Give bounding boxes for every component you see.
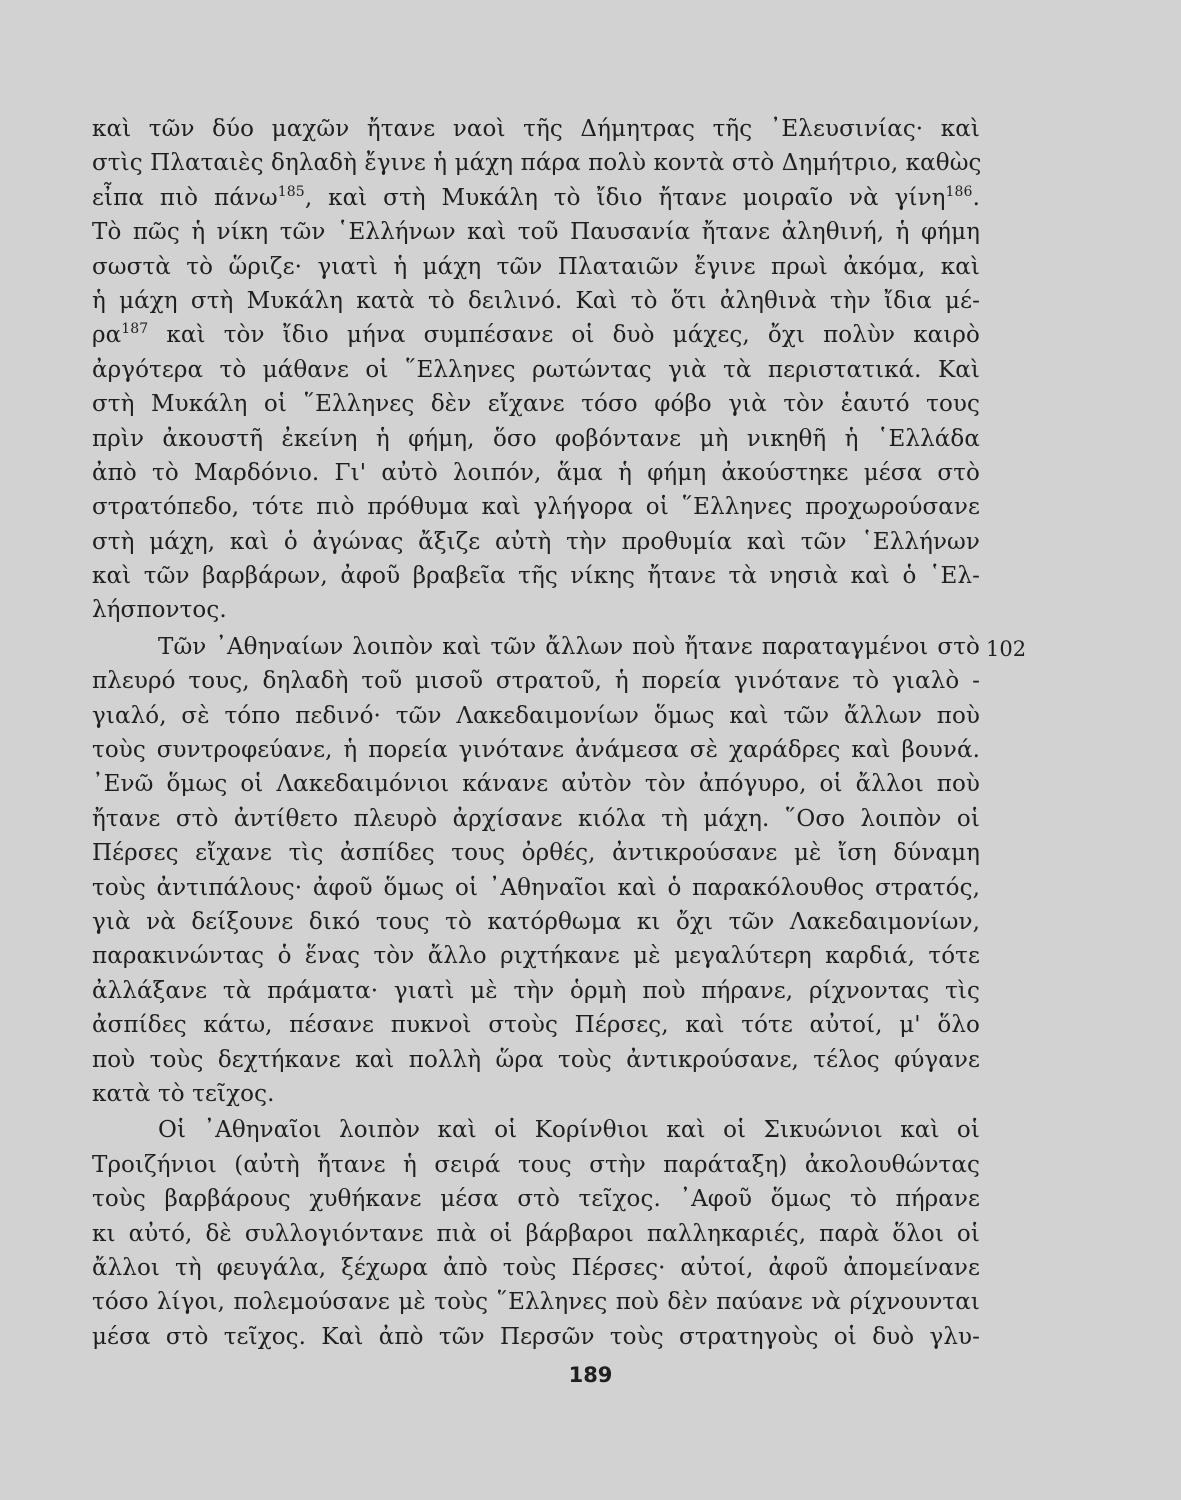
footnote-ref-187: 187 [121,321,149,338]
text-line: Τῶν ᾿Αθηναίων λοιπὸν καὶ τῶν ἄλλων ποὺ ἤτανε παραταγμένοι στὸ [158,633,980,660]
text-line: πρὶν ἀκουστῆ ἐκείνη ἡ φήμη, ὅσο φοβόντανε μὴ νικηθῆ ἡ ῾Ελλάδα [92,425,980,452]
paragraph-2 [92,630,980,1111]
text-line: ἀλλάξανε τὰ πράματα· γιατὶ μὲ τὴν ὁρμὴ ποὺ πήρανε, ρίχνοντας τὶς [92,977,980,1004]
text-line: μέσα στὸ τεῖχος. Καὶ ἀπὸ τῶν Περσῶν τοὺς στρατηγοὺς οἱ δυὸ γλυ- [92,1323,980,1350]
text-line: ἀπὸ τὸ Μαρδόνιο. Γι' αὐτὸ λοιπόν, ἅμα ἡ φήμη ἀκούστηκε μέσα στὸ [92,459,980,486]
text-line: Τὸ πῶς ἡ νίκη τῶν ῾Ελλήνων καὶ τοῦ Παυσανία ἤτανε ἀληθινή, ἡ φήμη [92,219,980,246]
text-line: γιαλό, σὲ τόπο πεδινό· τῶν Λακεδαιμονίων ὅμως καὶ τῶν ἄλλων ποὺ [92,702,980,729]
footnote-ref-185: 185 [277,183,305,200]
body-text [92,112,980,1354]
text-line: τόσο λίγοι, πολεμούσανε μὲ τοὺς ῞Ελληνες ποὺ δὲν παύανε νὰ ρίχνουνται [92,1289,980,1316]
text-line: ποὺ τοὺς δεχτήκανε καὶ πολλὴ ὥρα τοὺς ἀντικρούσανε, τέλος φύγανε [92,1046,980,1073]
text-line: γιὰ νὰ δείξουνε δικό τους τὸ κατόρθωμα κι ὄχι τῶν Λακεδαιμονίων, [92,908,980,935]
margin-line-number: 102 [986,637,1027,661]
text-line: ἤτανε στὸ ἀντίθετο πλευρὸ ἀρχίσανε κιόλα τὴ μάχη. ῞Οσο λοιπὸν οἱ [92,805,980,832]
text-line: στὴ Μυκάλη οἱ ῞Ελληνες δὲν εἴχανε τόσο φόβο γιὰ τὸν ἑαυτό τους [92,391,980,418]
text-segment: καὶ τὸν ἴδιο μήνα συμπέσανε οἱ δυὸ μάχες, ὄχι πολὺν καιρὸ [148,322,980,349]
text-line: παρακινώντας ὁ ἕνας τὸν ἄλλο ριχτήκανε μὲ μεγαλύτερη καρδιά, τότε [92,943,980,970]
paragraph-3 [92,1113,980,1354]
text-line: κατὰ τὸ τεῖχος. [92,1080,275,1107]
page-number: 189 [568,1363,613,1387]
text-line: καὶ τῶν βαρβάρων, ἀφοῦ βραβεῖα τῆς νίκης ἤτανε τὰ νησιὰ καὶ ὁ ῾Ελ- [92,563,980,590]
text-line: στὴ μάχη, καὶ ὁ ἀγώνας ἄξιζε αὐτὴ τὴν προθυμία καὶ τῶν ῾Ελλήνων [92,528,980,555]
text-line: τοὺς βαρβάρους χυθήκανε μέσα στὸ τεῖχος. ᾿Αφοῦ ὅμως τὸ πήρανε [92,1186,980,1213]
text-line: ἡ μάχη στὴ Μυκάλη κατὰ τὸ δειλινό. Καὶ τὸ ὅτι ἀληθινὰ τὴν ἴδια μέ- [92,287,980,314]
text-line: Τροιζήνιοι (αὐτὴ ἤτανε ἡ σειρά τους στὴν παράταξη) ἀκολουθώντας [92,1151,980,1178]
footnote-ref-186: 186 [945,183,973,200]
text-segment: , καὶ στὴ Μυκάλη τὸ ἴδιο ἤτανε μοιραῖο νὰ γίνη [304,184,946,211]
text-line [92,181,980,215]
text-line: Οἱ ᾿Αθηναῖοι λοιπὸν καὶ οἱ Κορίνθιοι καὶ οἱ Σικυώνιοι καὶ οἱ [158,1117,980,1144]
text-line: λήσποντος. [92,597,227,624]
text-line: τοὺς συντροφεύανε, ἡ πορεία γινότανε ἀνάμεσα σὲ χαράδρες καὶ βουνά. [92,737,980,764]
text-line: κι αὐτό, δὲ συλλογιόντανε πιὰ οἱ βάρβαροι παλληκαριές, παρὰ ὅλοι οἱ [92,1220,980,1247]
text-line: πλευρό τους, δηλαδὴ τοῦ μισοῦ στρατοῦ, ἡ πορεία γινότανε τὸ γιαλὸ - [92,668,980,695]
text-segment: εἶπα πιὸ πάνω [92,184,278,211]
text-line: ἀσπίδες κάτω, πέσανε πυκνοὶ στοὺς Πέρσες, καὶ τότε αὐτοί, μ' ὅλο [92,1012,980,1039]
text-line: τοὺς ἀντιπάλους· ἀφοῦ ὅμως οἱ ᾿Αθηναῖοι καὶ ὁ παρακόλουθος στρατός, [92,874,980,901]
text-line: ἀργότερα τὸ μάθανε οἱ ῞Ελληνες ρωτώντας γιὰ τὰ περιστατικά. Καὶ [92,356,980,383]
text-line: σωστὰ τὸ ὥριζε· γιατὶ ἡ μάχη τῶν Πλαταιῶν ἔγινε πρωὶ ἀκόμα, καὶ [92,253,980,280]
text-line [92,318,980,352]
text-segment: . [972,184,980,211]
text-segment: ρα [92,322,122,349]
text-line: Πέρσες εἴχανε τὶς ἀσπίδες τους ὀρθές, ἀντικρούσανε μὲ ἴση δύναμη [92,840,980,867]
text-line: στὶς Πλαταιὲς δηλαδὴ ἔγινε ἡ μάχη πάρα πολὺ κοντὰ στὸ Δημήτριο, καθὼς [92,150,982,177]
text-line: ᾿Ενῶ ὅμως οἱ Λακεδαιμόνιοι κάνανε αὐτὸν τὸν ἀπόγυρο, οἱ ἄλλοι ποὺ [92,771,980,798]
text-line: στρατόπεδο, τότε πιὸ πρόθυμα καὶ γλήγορα οἱ ῞Ελληνες προχωρούσανε [92,494,980,521]
text-line: καὶ τῶν δύο μαχῶν ἤτανε ναοὶ τῆς Δήμητρας τῆς ᾿Ελευσινίας· καὶ [92,116,980,142]
text-line: ἄλλοι τὴ φευγάλα, ξέχωρα ἀπὸ τοὺς Πέρσες· αὐτοί, ἀφοῦ ἀπομείνανε [92,1254,980,1281]
paragraph-1 [92,112,980,628]
